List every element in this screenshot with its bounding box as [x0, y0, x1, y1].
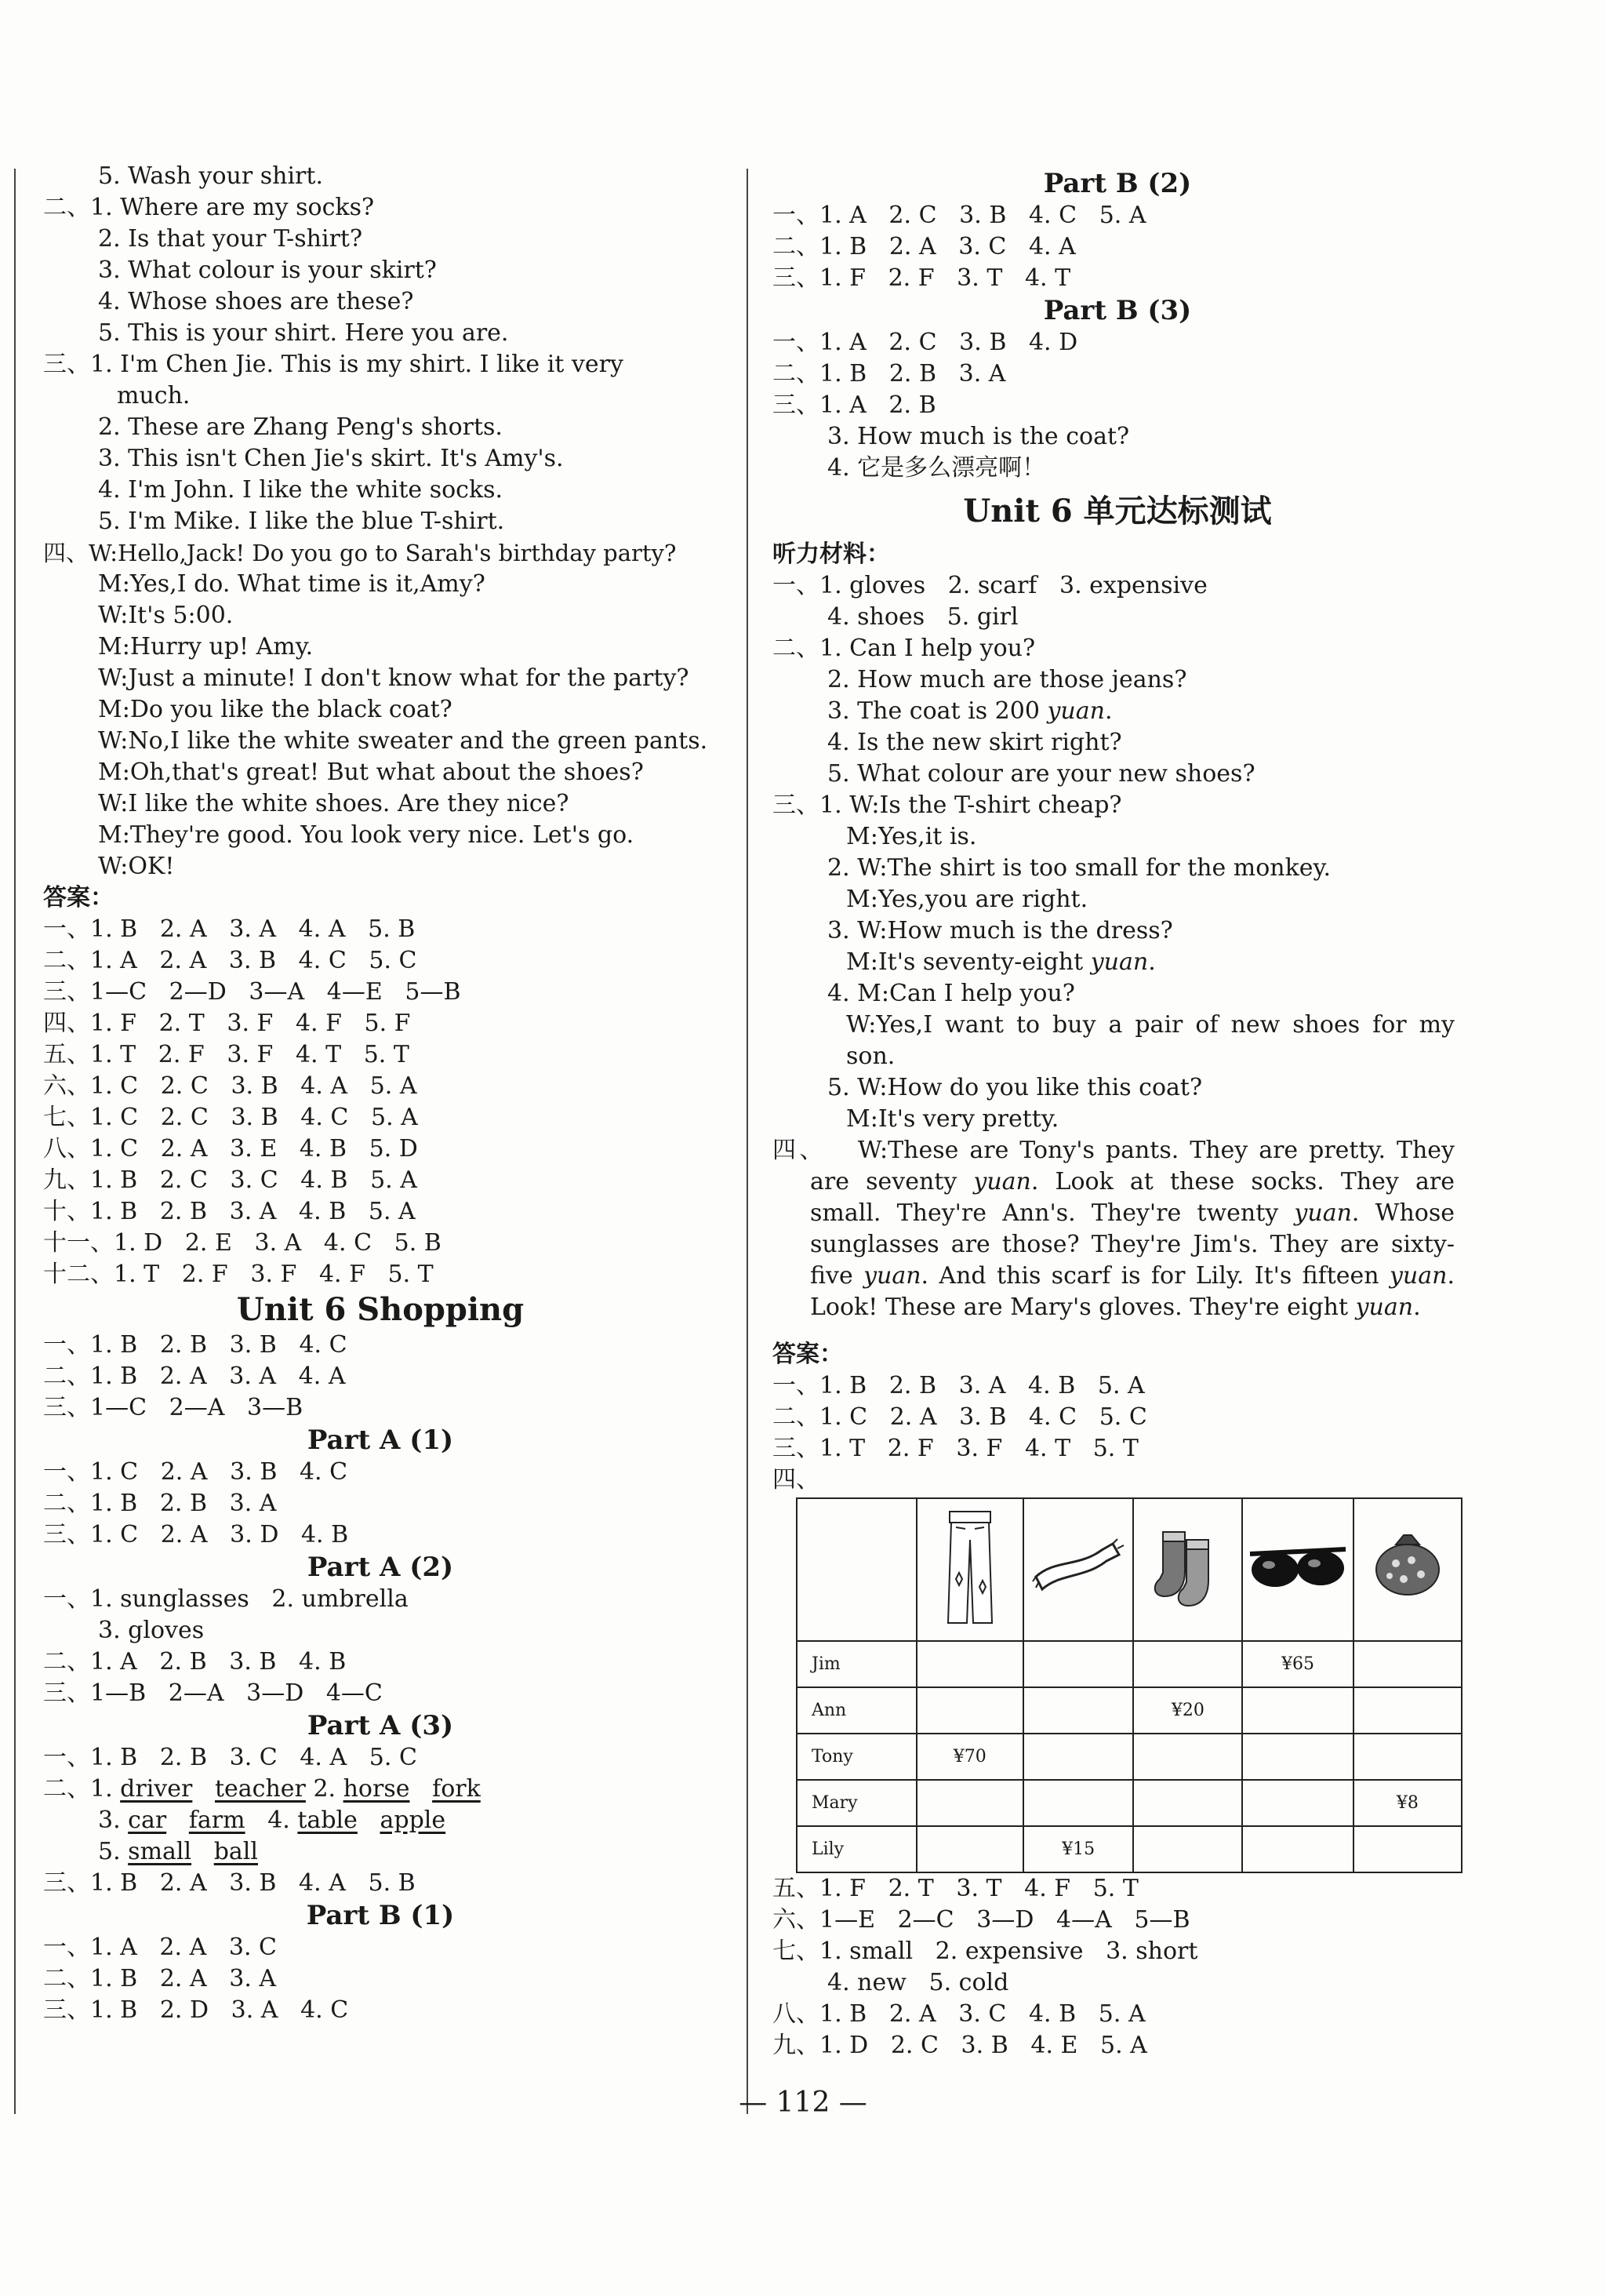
answer-line: 一、1. B 2. A 3. A 4. A 5. B [43, 915, 416, 943]
word-pairs-line [43, 1836, 718, 1868]
answer-line: 三、1. B 2. D 3. A 4. C [43, 1996, 349, 2024]
punct: . [1104, 697, 1113, 725]
underlined-word: driver [120, 1775, 193, 1803]
answer-line: 六、1. C 2. C 3. B 4. A 5. A [43, 1072, 417, 1100]
answer-line: 二、1. B 2. A 3. A [43, 1965, 277, 1992]
part-heading: Part A (1) [307, 1425, 454, 1456]
yuan-italic: yuan [1294, 1199, 1352, 1227]
answer-line: 3. How much is the coat? [827, 423, 1130, 450]
answer-line: 四、 [772, 1466, 819, 1494]
item-number: 2. [313, 1775, 336, 1803]
answer-line: 三、1. A 2. B [772, 391, 936, 419]
answers-label: 答案： [772, 1341, 843, 1368]
text-line: M:Hurry up! Amy. [98, 633, 314, 660]
answer-line: 一、1. A 2. A 3. C [43, 1934, 277, 1961]
cell [1242, 1826, 1353, 1872]
cell [1242, 1734, 1353, 1780]
cell [1242, 1687, 1353, 1734]
text-line: 一、1. gloves 2. scarf 3. expensive [772, 572, 1208, 599]
text-line: 4. M:Can I help you? [827, 980, 1075, 1007]
text-line: 5. What colour are your new shoes? [827, 760, 1255, 788]
answer-line: 4. new 5. cold [827, 1969, 1009, 1996]
cell [1023, 1687, 1134, 1734]
cell [917, 1826, 1023, 1872]
answer-line: 十一、1. D 2. E 3. A 4. C 5. B [43, 1229, 441, 1257]
yuan-italic: yuan [1355, 1294, 1414, 1321]
text-line: W:No,I like the white sweater and the green pants. [98, 727, 708, 755]
answer-line: 二、1. B 2. A 3. A 4. A [43, 1363, 346, 1390]
answer-line: 八、1. B 2. A 3. C 4. B 5. A [772, 2000, 1146, 2028]
text-line: 5. I'm Mike. I like the blue T-shirt. [98, 508, 505, 535]
cell [1353, 1826, 1462, 1872]
row-name: Lily [797, 1826, 917, 1872]
text-line: 二、1. Where are my socks? [43, 194, 375, 221]
answer-line: 三、1. C 2. A 3. D 4. B [43, 1521, 349, 1548]
text-line: 5. This is your shirt. Here you are. [98, 319, 509, 347]
answer-line: 三、1—C 2—A 3—B [43, 1394, 303, 1421]
text-line [772, 947, 1462, 978]
answer-line: 十、1. B 2. B 3. A 4. B 5. A [43, 1198, 416, 1225]
answer-line: 一、1. B 2. B 3. C 4. A 5. C [43, 1744, 417, 1771]
text-line: 2. Is that your T-shirt? [98, 225, 363, 253]
table-row [797, 1780, 1462, 1826]
answer-line: 三、1—C 2—D 3—A 4—E 5—B [43, 978, 461, 1006]
price-cell: ¥20 [1133, 1687, 1242, 1734]
cell [1133, 1826, 1242, 1872]
column-divider [747, 169, 748, 2114]
text-line: 3. This isn't Chen Jie's skirt. It's Amy's. [98, 445, 564, 472]
right-column [772, 167, 1462, 2061]
cell [1023, 1641, 1134, 1687]
text-line: 三、1. I'm Chen Jie. This is my shirt. I like it very [43, 351, 623, 378]
answer-line: 一、1. C 2. A 3. B 4. C [43, 1458, 348, 1486]
row-name: Mary [797, 1780, 917, 1826]
answer-line: 一、1. A 2. C 3. B 4. C 5. A [772, 202, 1146, 229]
text-line: 2. W:The shirt is too small for the monkey. [827, 854, 1332, 882]
icon-row [797, 1498, 1462, 1641]
price-table [796, 1497, 1462, 1873]
listening-material-label: 听力材料： [772, 540, 890, 568]
passage-paragraph [772, 1135, 1462, 1323]
text-line: W:It's 5:00. [98, 602, 234, 629]
answer-line: 一、1. B 2. B 3. B 4. C [43, 1331, 347, 1359]
answer-line: 五、1. T 2. F 3. F 4. T 5. T [43, 1041, 409, 1068]
price-cell: ¥65 [1242, 1641, 1353, 1687]
answer-line: 4. 它是多么漂亮啊！ [827, 454, 1046, 482]
item-number: 4. [267, 1807, 290, 1834]
left-column [43, 161, 718, 2026]
text-line: M:Yes,it is. [846, 823, 977, 850]
punct: . [1148, 948, 1156, 976]
answer-line: 九、1. B 2. C 3. C 4. B 5. A [43, 1166, 417, 1194]
word-pairs-line [43, 1774, 718, 1805]
sentence: 3. The coat is 200 [827, 697, 1048, 725]
answer-line: 三、1—B 2—A 3—D 4—C [43, 1679, 383, 1707]
answer-line: 七、1. C 2. C 3. B 4. C 5. A [43, 1104, 418, 1131]
blank-header-cell [797, 1498, 917, 1641]
answer-line: 三、1. F 2. F 3. T 4. T [772, 264, 1071, 292]
cell [1023, 1734, 1134, 1780]
yuan-italic: yuan [863, 1262, 921, 1290]
part-heading: Part A (3) [307, 1710, 454, 1741]
underlined-word: apple [380, 1807, 446, 1834]
passage-text: . Look! These are Mary's gloves. They're eight [810, 1262, 1455, 1321]
answer-line: 二、1. A 2. B 3. B 4. B [43, 1648, 347, 1676]
text-line: W:Just a minute! I don't know what for the party? [98, 664, 689, 692]
text-line: M:Yes,I do. What time is it,Amy? [98, 570, 485, 598]
cell [1133, 1780, 1242, 1826]
part-heading: Part B (2) [1043, 168, 1192, 199]
item-number: 5. [98, 1838, 121, 1865]
sentence: M:It's seventy-eight [846, 948, 1091, 976]
unit-heading: Unit 6 Shopping [236, 1291, 525, 1328]
answer-line: 二、1. B 2. B 3. A [43, 1490, 277, 1517]
text-line: much. [117, 382, 191, 409]
answer-line: 五、1. F 2. T 3. T 4. F 5. T [772, 1875, 1139, 1902]
sunglasses-icon [1242, 1498, 1353, 1641]
cell [1023, 1780, 1134, 1826]
cell [1353, 1641, 1462, 1687]
page-number: — 112 — [739, 2087, 867, 2119]
underlined-word: fork [432, 1775, 481, 1803]
answer-line: 四、1. F 2. T 3. F 4. F 5. F [43, 1010, 411, 1037]
text-line: 4. I'm John. I like the white socks. [98, 476, 503, 504]
text-line: M:They're good. You look very nice. Let's go. [98, 821, 634, 849]
passage-text: . Look at these socks. They are small. They're Ann's. They're twenty [810, 1168, 1455, 1227]
text-line: 3. What colour is your skirt? [98, 257, 437, 284]
part-heading: Part B (1) [306, 1900, 455, 1931]
price-cell: ¥70 [917, 1734, 1023, 1780]
answers-label: 答案： [43, 884, 114, 911]
text-line: M:It's very pretty. [846, 1105, 1059, 1133]
answer-line: 一、1. A 2. C 3. B 4. D [772, 329, 1078, 356]
text-line: 四、W:Hello,Jack! Do you go to Sarah's birthday party? [43, 540, 677, 566]
cell [1353, 1734, 1462, 1780]
part-heading: Part B (3) [1043, 295, 1192, 326]
table-row [797, 1734, 1462, 1780]
text-line: W:Yes,I want to buy a pair of new shoes for my son. [846, 1011, 1455, 1070]
answer-line: 八、1. C 2. A 3. E 4. B 5. D [43, 1135, 418, 1163]
passage-text: . And this scarf is for Lily. It's fifteen [921, 1262, 1390, 1290]
price-cell: ¥15 [1023, 1826, 1134, 1872]
text-line: M:Oh,that's great! But what about the shoes? [98, 759, 644, 786]
answer-line: 三、1. B 2. A 3. B 4. A 5. B [43, 1869, 416, 1897]
cell [1133, 1641, 1242, 1687]
item-prefix: 四、 [772, 1137, 827, 1164]
yuan-italic: yuan [1090, 948, 1149, 976]
text-line: M:Yes,you are right. [846, 886, 1088, 913]
cell [1242, 1780, 1353, 1826]
text-line: 4. Is the new skirt right? [827, 729, 1122, 756]
answer-line: 二、1. B 2. A 3. C 4. A [772, 233, 1076, 260]
cell [917, 1780, 1023, 1826]
scarf-icon [1023, 1498, 1134, 1641]
passage-text: W:These are Tony's pants. They are pretty. They are seventy [810, 1137, 1455, 1195]
answer-line: 一、1. B 2. B 3. A 4. B 5. A [772, 1372, 1145, 1399]
text-line: 5. W:How do you like this coat? [827, 1074, 1203, 1101]
table-row [797, 1687, 1462, 1734]
underlined-word: car [128, 1807, 167, 1834]
text-line: 3. W:How much is the dress? [827, 917, 1173, 944]
gloves-icon [1353, 1498, 1462, 1641]
text-line: W:OK! [98, 853, 175, 880]
underlined-word: table [297, 1807, 358, 1834]
answer-line: 二、1. C 2. A 3. B 4. C 5. C [772, 1403, 1147, 1431]
cell [1353, 1687, 1462, 1734]
text-line: 二、1. Can I help you? [772, 635, 1036, 662]
socks-icon [1133, 1498, 1242, 1641]
table-row [797, 1826, 1462, 1872]
cell [917, 1641, 1023, 1687]
text-line: 2. These are Zhang Peng's shorts. [98, 413, 503, 441]
pants-icon [917, 1498, 1023, 1641]
answer-line: 九、1. D 2. C 3. B 4. E 5. A [772, 2032, 1147, 2059]
answer-line: 六、1—E 2—C 3—D 4—A 5—B [772, 1906, 1190, 1934]
answer-line: 3. gloves [98, 1617, 205, 1644]
cell [917, 1687, 1023, 1734]
text-line: 5. Wash your shirt. [98, 162, 323, 190]
answer-line: 三、1. T 2. F 3. F 4. T 5. T [772, 1435, 1139, 1462]
answer-line: 十二、1. T 2. F 3. F 4. F 5. T [43, 1261, 434, 1288]
underlined-word: horse [343, 1775, 410, 1803]
yuan-italic: yuan [1389, 1262, 1448, 1290]
table-row [797, 1641, 1462, 1687]
left-margin-line [14, 169, 16, 2114]
row-name: Tony [797, 1734, 917, 1780]
underlined-word: teacher [214, 1775, 306, 1803]
punct: . [1413, 1294, 1421, 1321]
word-pairs-line [43, 1805, 718, 1836]
part-heading: Part A (2) [307, 1552, 454, 1583]
text-line: 4. Whose shoes are these? [98, 288, 414, 315]
text-line: 2. How much are those jeans? [827, 666, 1187, 693]
underlined-word: ball [213, 1838, 258, 1865]
text-line: M:Do you like the black coat? [98, 696, 452, 723]
yuan-italic: yuan [973, 1168, 1031, 1195]
text-line: 4. shoes 5. girl [827, 603, 1019, 631]
item-prefix: 二、1. [43, 1775, 113, 1803]
cell [1133, 1734, 1242, 1780]
unit-heading: Unit 6 单元达标测试 [963, 493, 1272, 529]
row-name: Jim [797, 1641, 917, 1687]
answer-line: 一、1. sunglasses 2. umbrella [43, 1585, 409, 1613]
text-line [772, 696, 1462, 727]
yuan-italic: yuan [1047, 697, 1105, 725]
text-line: 三、1. W:Is the T-shirt cheap? [772, 791, 1122, 819]
passage-text: . Whose sunglasses are those? They're Jim's. They are sixty-five [810, 1199, 1455, 1290]
underlined-word: small [128, 1838, 192, 1865]
item-number: 3. [98, 1807, 121, 1834]
answer-line: 二、1. A 2. A 3. B 4. C 5. C [43, 947, 417, 974]
row-name: Ann [797, 1687, 917, 1734]
answer-line: 二、1. B 2. B 3. A [772, 360, 1006, 388]
text-line: W:I like the white shoes. Are they nice? [98, 790, 569, 817]
price-cell: ¥8 [1353, 1780, 1462, 1826]
answer-line: 七、1. small 2. expensive 3. short [772, 1938, 1198, 1965]
underlined-word: farm [188, 1807, 245, 1834]
